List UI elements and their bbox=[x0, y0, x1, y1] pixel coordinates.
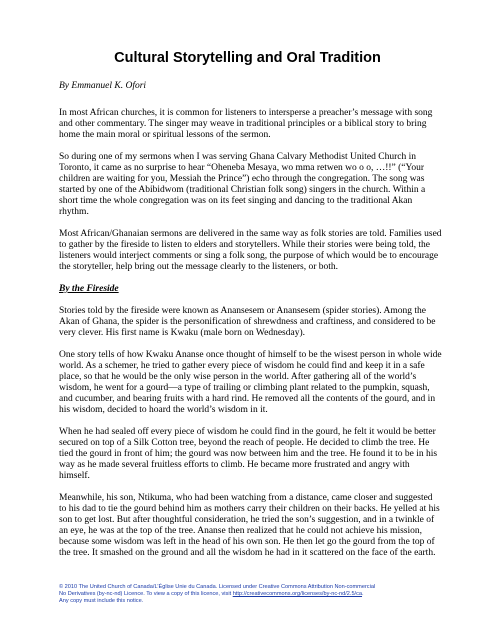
document-title: Cultural Storytelling and Oral Tradition bbox=[114, 50, 381, 66]
section-heading: By the Fireside bbox=[59, 284, 119, 294]
footer-text: . bbox=[362, 591, 364, 598]
footer-line: © 2010 The United Church of Canada/L’Église Unie du Canada. Licensed under Creative Commons Attribution Non-commercial bbox=[59, 584, 376, 590]
license-link[interactable]: http://creativecommons.org/licenses/by-nc-nd/2.5/ca bbox=[232, 591, 363, 598]
paragraph: In most African churches, it is common for listeners to intersperse a preacher’s message with song and other commentary. The singer may weave in traditional principles or a biblical story to bring home the main moral or spiritual lessons of the sermon. bbox=[59, 108, 433, 140]
footer-line bbox=[59, 591, 442, 598]
paragraph: So during one of my sermons when I was serving Ghana Calvary Methodist United Church in Toronto, it came as no surprise to hear “Oheneba Mesaya, wo mma retwen wo o o, …!!” (“Your children are waiting for you, Messiah the Prince”) echo through the congregation. The song was started by one of the Abibidwom (traditional Christian folk song) singers in the church. Within a short time the whole congregation was on its feet singing and dancing to the traditional Akan rhythm. bbox=[59, 152, 426, 217]
paragraph: When he had sealed off every piece of wisdom he could find in the gourd, he felt it would be better secured on top of a Silk Cotton tree, beyond the reach of people. He decided to climb the tree. He tied the gourd in front of him; the gourd was now between him and the tree. He found it to be in his way as he made several fruitless efforts to climb. He became more frustrated and angry with himself. bbox=[59, 427, 438, 481]
byline: By Emmanuel K. Ofori bbox=[59, 81, 147, 91]
paragraph: Most African/Ghanaian sermons are delivered in the same way as folk stories are told. Families used to gather by the fireside to listen to elders and storytellers. While their stories were being told, the listeners would interject comments or sing a folk song, the purpose of which would be to encourage the storyteller, help bring out the message clearly to the listeners, or both. bbox=[59, 229, 442, 272]
document-body bbox=[59, 81, 442, 570]
footer-line: Any copy must include this notice. bbox=[59, 598, 144, 605]
paragraph: One story tells of how Kwaku Ananse once thought of himself to be the wisest person in whole wide world. As a schemer, he tried to gather every piece of wisdom he could find and keep it in a safe place, so that he would be the only wise person in the world. After gathering all of the world’s wisdom, he went for a gourd—a type of trailing or climbing plant related to the pumpkin, squash, and cucumber, and bearing fruits with a hard rind. He removed all the contents of the gourd, and in his wisdom, decided to hoard the world’s wisdom in it. bbox=[59, 350, 442, 415]
footer-text: No Derivatives (by-nc-nd) Licence. To view a copy of this licence, visit bbox=[59, 591, 233, 598]
paragraph: Stories told by the fireside were known as Anansesem or Anansesem (spider stories). Among the Akan of Ghana, the spider is the personification of shrewdness and craftiness, and considered to be very clever. His first name is Kwaku (male born on Wednesday). bbox=[59, 306, 436, 338]
paragraph: Meanwhile, his son, Ntikuma, who had been watching from a distance, came closer and suggested to his dad to tie the gourd behind him as mothers carry their children on their backs. He yelled at his son to get lost. But after thoughtful consideration, he tried the son’s suggestion, and in a twinkle of an eye, he was at the top of the tree. Ananse then realized that he could not achieve his mission, because some wisdom was left in the head of his own son. He then let go the gourd from the top of the tree. It smashed on the ground and all the wisdom he had in it scattered on the face of the earth. bbox=[59, 493, 440, 558]
license-footer bbox=[59, 584, 442, 606]
